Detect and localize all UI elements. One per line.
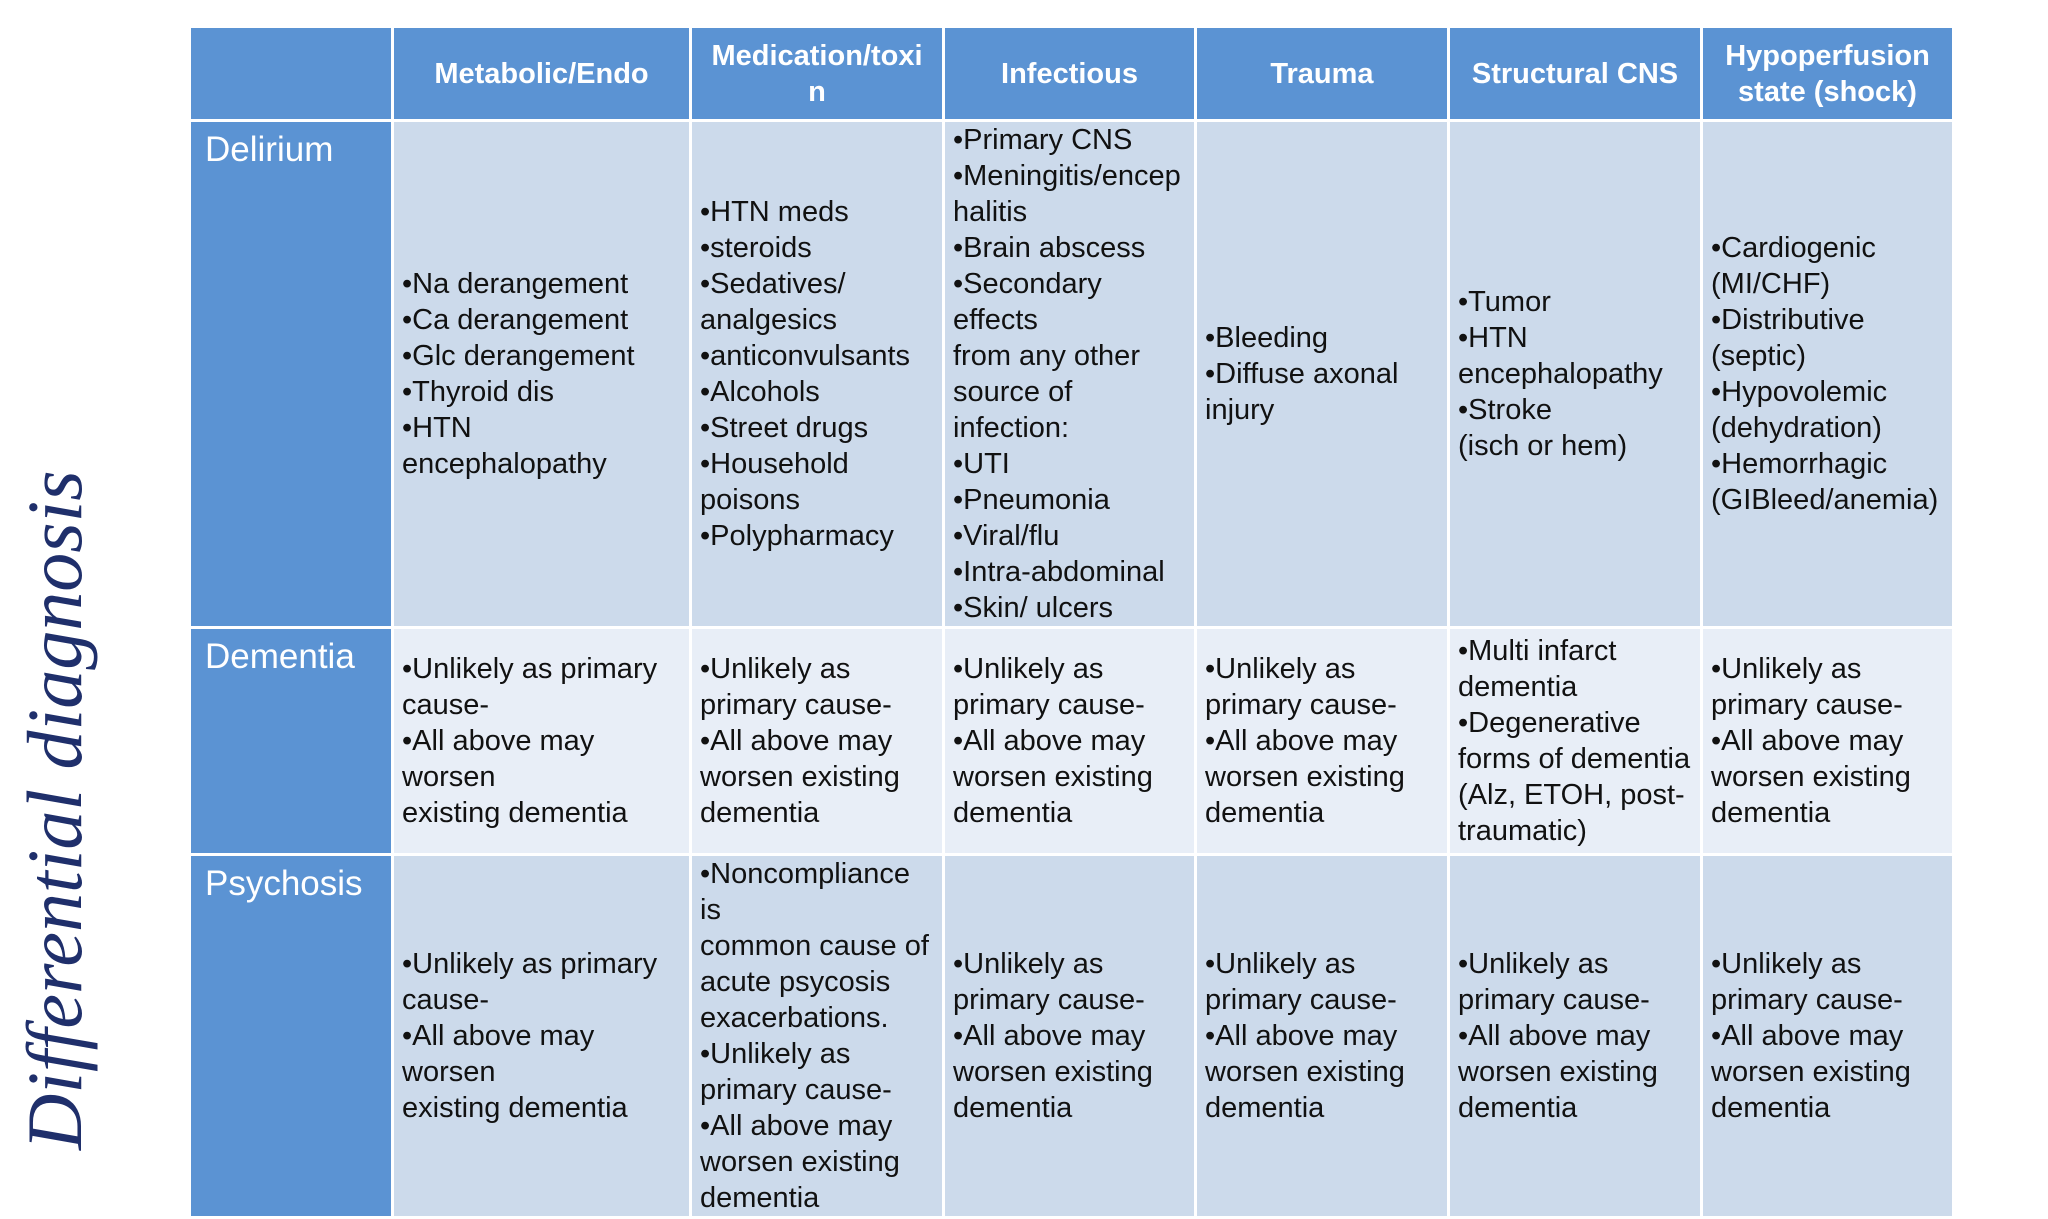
cell-delirium-infectious: •Primary CNS •Meningitis/encep halitis •Brain abscess •Secondary effects from any other source of infection: •UTI •Pneumonia •Viral/flu •Intra-abdominal •Skin/ ulcers	[944, 121, 1196, 628]
cell-dementia-infectious: •Unlikely as primary cause- •All above may worsen existing dementia	[944, 628, 1196, 855]
column-header-medication-toxin: Medication/toxi n	[691, 27, 944, 121]
cell-delirium-structural: •Tumor •HTN encephalopathy •Stroke (isch or hem)	[1449, 121, 1702, 628]
cell-delirium-trauma: •Bleeding •Diffuse axonal injury	[1196, 121, 1449, 628]
table-row-psychosis	[190, 855, 1954, 1218]
cell-dementia-metabolic: •Unlikely as primary cause- •All above may worsen existing dementia	[393, 628, 691, 855]
table-row-dementia	[190, 628, 1954, 855]
slide-title: Differential diagnosis	[11, 470, 98, 1150]
cell-psychosis-trauma: •Unlikely as primary cause- •All above may worsen existing dementia	[1196, 855, 1449, 1218]
row-header-dementia: Dementia	[190, 628, 393, 855]
cell-dementia-structural: •Multi infarct dementia •Degenerative forms of dementia (Alz, ETOH, post- traumatic)	[1449, 628, 1702, 855]
table-row-delirium	[190, 121, 1954, 628]
column-header-hypoperfusion: Hypoperfusion state (shock)	[1702, 27, 1954, 121]
row-header-psychosis: Psychosis	[190, 855, 393, 1218]
cell-psychosis-structural: •Unlikely as primary cause- •All above may worsen existing dementia	[1449, 855, 1702, 1218]
column-header-infectious: Infectious	[944, 27, 1196, 121]
cell-delirium-metabolic: •Na derangement •Ca derangement •Glc derangement •Thyroid dis •HTN encephalopathy	[393, 121, 691, 628]
cell-psychosis-infectious: •Unlikely as primary cause- •All above may worsen existing dementia	[944, 855, 1196, 1218]
cell-dementia-hypoperfusion: •Unlikely as primary cause- •All above may worsen existing dementia	[1702, 628, 1954, 855]
differential-diagnosis-table	[188, 25, 1955, 1219]
column-header-trauma: Trauma	[1196, 27, 1449, 121]
cell-psychosis-hypoperfusion: •Unlikely as primary cause- •All above may worsen existing dementia	[1702, 855, 1954, 1218]
corner-cell	[190, 27, 393, 121]
column-header-structural-cns: Structural CNS	[1449, 27, 1702, 121]
table-header-row	[190, 27, 1954, 121]
cell-dementia-medication: •Unlikely as primary cause- •All above may worsen existing dementia	[691, 628, 944, 855]
cell-delirium-hypoperfusion: •Cardiogenic (MI/CHF) •Distributive (septic) •Hypovolemic (dehydration) •Hemorrhagic (GIBleed/anemia)	[1702, 121, 1954, 628]
cell-psychosis-metabolic: •Unlikely as primary cause- •All above may worsen existing dementia	[393, 855, 691, 1218]
cell-delirium-medication: •HTN meds •steroids •Sedatives/ analgesics •anticonvulsants •Alcohols •Street drugs •Household poisons •Polypharmacy	[691, 121, 944, 628]
cell-psychosis-medication: •Noncompliance is common cause of acute psycosis exacerbations. •Unlikely as primary cause- •All above may worsen existing dementia	[691, 855, 944, 1218]
row-header-delirium: Delirium	[190, 121, 393, 628]
column-header-metabolic-endo: Metabolic/Endo	[393, 27, 691, 121]
cell-dementia-trauma: •Unlikely as primary cause- •All above may worsen existing dementia	[1196, 628, 1449, 855]
